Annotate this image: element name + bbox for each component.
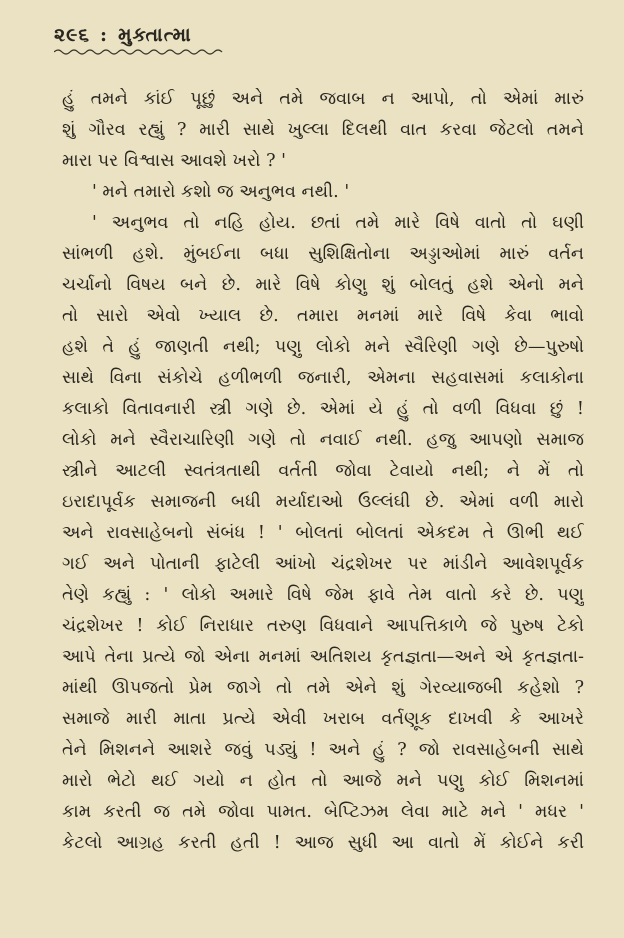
- running-header: [54, 24, 584, 46]
- text-line: તેણે કહ્યું : ' લોકો અમારે વિષે જેમ ફાવે તેમ વાતો કરે છે. પણુ: [62, 585, 584, 605]
- text-line: ચંદ્રશેખર ! કોઈ નિરાધાર તરુણ વિધવાને આપત્તિકાળે જે પુરુષ ટેકો: [62, 616, 584, 636]
- text-line: ચર્ચાનો વિષય બને છે. મારે વિષે કોણુ શું બોલતું હશે એનો મને: [62, 275, 584, 295]
- text-line: કેટલો આગ્રહ કરતી હતી ! આજ સુધી આ વાતો મેં કોઈને કરી: [62, 833, 584, 853]
- text-line: માંથી ઊપજતો પ્રેમ જાગે તો તમે એને શું ગેરવ્યાજબી કહેશો ?: [62, 678, 584, 698]
- text-line: મારો ભેટો થઈ ગયો ન હોત તો આજે મને પણુ કોઈ મિશનમાં: [62, 771, 584, 791]
- page-number: ૨૯૬: [54, 24, 91, 46]
- text-line: અને રાવસાહેબનો સંબંધ ! ' બોલતાં બોલતાં એકદમ તે ઊભી થઈ: [62, 523, 584, 543]
- text-line: સ્ત્રીને આટલી સ્વતંત્રતાથી વર્તતી જોવા ટેવાયો નથી; ને મેં તો: [62, 461, 584, 481]
- text-line: કલાકો વિતાવનારી સ્ત્રી ગણે છે. એમાં યે હું તો વળી વિધવા છું !: [62, 399, 584, 419]
- text-line: તેને મિશનને આશરે જવું પડ્યું ! અને હું ? જો રાવસાહેબની સાથે: [62, 740, 584, 760]
- text-line: ' મને તમારો કશો જ અનુભવ નથી. ': [92, 182, 350, 202]
- text-line: કામ કરતી જ તમે જોવા પામત. બેપ્ટિઝમ લેવા માટે મને ' મધર ': [62, 802, 584, 822]
- text-line: સાંભળી હશે. મુંબઈના બધા સુશિક્ષિતોના અડ્ડાઓમાં મારું વર્તન: [62, 244, 584, 264]
- text-line: તો સારો એવો ખ્યાલ છે. તમારા મનમાં મારે વિષે કેવા ભાવો: [62, 306, 584, 326]
- book-title: મુક્તાત્મા: [118, 24, 192, 46]
- text-line: ' અનુભવ તો નહિ હોય. છતાં તમે મારે વિષે વાતો તો ઘણી: [92, 213, 584, 233]
- text-line: મારા પર વિશ્વાસ આવશે ખરો ? ': [62, 151, 286, 171]
- text-line: શું ગૌરવ રહ્યું ? મારી સાથે ખુલ્લા દિલથી વાત કરવા જેટલો તમને: [62, 120, 584, 140]
- text-line: સાથે વિના સંકોચે હળીભળી જનારી, એમના સહવાસમાં કલાકોના: [62, 368, 584, 388]
- text-line: સમાજે મારી માતા પ્રત્યે એવી ખરાબ વર્તણૂક દાખવી કે આખરે: [62, 709, 584, 729]
- text-line: ગઈ અને પોતાની ફાટેલી આંખો ચંદ્રશેખર પર માંડીને આવેશપૂર્વક: [62, 554, 584, 574]
- text-line: આપે તેના પ્રત્યે જો એના મનમાં અતિશય કૃતજ્ઞતા—અને એ કૃતજ્ઞતા-: [62, 647, 584, 667]
- header-wavy-rule: [54, 48, 224, 56]
- text-line: લોકો મને સ્વૈરાચારિણી ગણે તો નવાઈ નથી. હજુ આપણો સમાજ: [62, 430, 584, 450]
- text-line: ઇરાદાપૂર્વક સમાજની બધી મર્યાદાઓ ઉલ્લંઘી છે. એમાં વળી મારો: [62, 492, 584, 512]
- body-text: [62, 84, 584, 859]
- text-line: હશે તે હું જાણતી નથી; પણુ લોકો મને સ્વૈરિણી ગણે છે—પુરુષો: [62, 337, 584, 357]
- text-line: હું તમને કાંઈ પૂછું અને તમે જવાબ ન આપો, તો એમાં મારું: [62, 89, 584, 109]
- header-separator: :: [100, 24, 109, 46]
